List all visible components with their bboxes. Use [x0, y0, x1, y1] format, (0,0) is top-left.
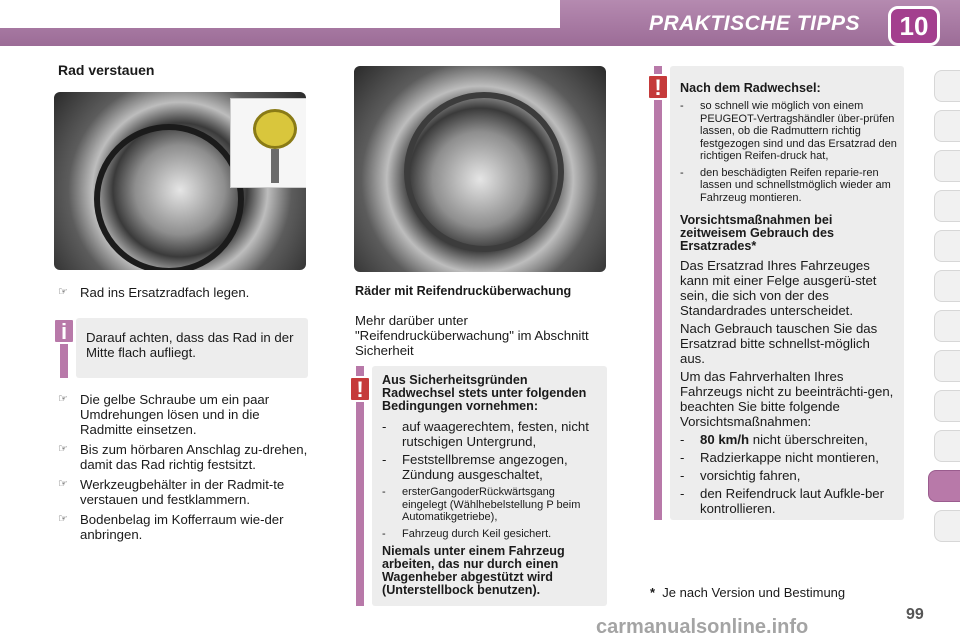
chapter-tab[interactable] — [934, 350, 960, 382]
yellow-screw-icon — [253, 109, 297, 149]
hand-pointer-icon: ☞ — [58, 513, 68, 525]
chapter-tab[interactable] — [934, 150, 960, 182]
list-item: - 80 km/h nicht überschreiten, — [680, 432, 868, 447]
warning-bar — [654, 66, 662, 520]
chapter-tab[interactable] — [934, 110, 960, 142]
chapter-tab[interactable] — [934, 430, 960, 462]
spare-wheel-photo — [54, 92, 306, 270]
list-item: ☞ Die gelbe Schraube um ein paar Umdrehungen lösen und in die Radmitte einsetzen. — [58, 392, 270, 437]
chapter-tab-active[interactable] — [928, 470, 960, 502]
list-item: - auf waagerechtem, festen, nicht rutschigen Untergrund, — [382, 419, 589, 449]
list-item: - Fahrzeug durch Keil gesichert. — [382, 527, 552, 540]
warning-box — [670, 66, 904, 520]
page-title: PRAKTISCHE TIPPS — [648, 12, 860, 35]
watermark: carmanualsonline.info — [596, 616, 809, 638]
tool-kit-photo — [354, 66, 606, 272]
hand-pointer-icon: ☞ — [58, 393, 68, 405]
list-item: ☞ Bodenbelag im Kofferraum wie-der anbringen. — [58, 512, 284, 542]
warning-footer: Niemals unter einem Fahrzeug arbeiten, das nur durch einen Wagenheber abgestützt wird (Unterstellbock benutzen). — [382, 544, 565, 597]
hand-pointer-icon: ☞ — [58, 443, 68, 455]
instruction-list — [58, 392, 308, 542]
list-item: - vorsichtig fahren, — [680, 468, 801, 483]
chapter-tab[interactable] — [934, 230, 960, 262]
warning-bar — [356, 366, 364, 606]
chapter-tab[interactable] — [934, 510, 960, 542]
warning-box — [372, 366, 607, 606]
footnote: * Je nach Version und Bestimung — [650, 585, 846, 600]
chapter-tab[interactable] — [934, 190, 960, 222]
list-item: ☞ Bis zum hörbaren Anschlag zu-drehen, damit das Rad richtig festsitzt. — [58, 442, 308, 472]
list-item: ☞ Werkzeugbehälter in der Radmit-te verstauen und festklammern. — [58, 477, 285, 507]
list-item: - so schnell wie möglich von einem PEUGEOT-Vertragshändler über-prüfen lassen, ob die Radmuttern richtig festgezogen sind und das Ersatzrad den richtigen Reifen-druck hat, — [680, 100, 897, 162]
list-item: - ersterGangoderRückwärtsgang eingelegt (Wählhebelstellung P beim Automatikgetriebe), — [382, 486, 581, 523]
after-change-title: Nach dem Radwechsel: — [680, 81, 821, 95]
tpms-text: Mehr darüber unter "Reifendrucküberwachung" im Abschnitt Sicherheit — [355, 313, 589, 358]
list-item: - den Reifendruck laut Aufkle-ber kontrollieren. — [680, 486, 884, 516]
chapter-tab[interactable] — [934, 390, 960, 422]
warning-title: Aus Sicherheitsgründen Radwechsel stets unter folgenden Bedingungen vornehmen: — [382, 373, 587, 413]
list-item: - Feststellbremse angezogen, Zündung ausgeschaltet, — [382, 452, 568, 482]
list-item: - den beschädigten Reifen reparie-ren lassen und schnellstmöglich wieder am Fahrzeug montieren. — [680, 166, 891, 204]
paragraph: Nach Gebrauch tauschen Sie das Ersatzrad bitte schnellst-möglich aus. — [680, 321, 878, 366]
hand-pointer-icon: ☞ — [58, 478, 68, 490]
chapter-tabs — [932, 70, 960, 570]
paragraph: Das Ersatzrad Ihres Fahrzeuges kann mit einer Felge ausgerü-stet sein, die sich von der des Standardrades unterscheidet. — [680, 258, 877, 318]
header-white-area — [0, 0, 560, 28]
paragraph: Um das Fahrverhalten Ihres Fahrzeugs nicht zu beeinträchti-gen, beachten Sie bitte folgende Vorsichtsmaßnahmen: — [680, 369, 894, 429]
chapter-tab[interactable] — [934, 70, 960, 102]
hand-pointer-icon: ☞ — [58, 286, 68, 298]
chapter-badge: 10 — [888, 6, 940, 46]
warning-icon: ! — [647, 74, 669, 100]
info-box — [76, 318, 308, 378]
chapter-tab[interactable] — [934, 310, 960, 342]
tpms-subtitle: Räder mit Reifendrucküberwachung — [355, 284, 572, 298]
list-item: ☞ Rad ins Ersatzradfach legen. — [58, 285, 250, 300]
page-number: 99 — [906, 606, 924, 623]
chapter-tab[interactable] — [934, 270, 960, 302]
yellow-screw-inset — [230, 98, 306, 188]
section-title: Rad verstauen — [58, 62, 155, 78]
warning-icon: ! — [349, 376, 371, 402]
caution-title: Vorsichtsmaßnahmen bei zeitweisem Gebrauch des Ersatzrades* — [680, 213, 834, 253]
info-text: Darauf achten, dass das Rad in der Mitte flach aufliegt. — [86, 330, 294, 360]
list-item: - Radzierkappe nicht montieren, — [680, 450, 879, 465]
info-icon: i — [53, 318, 75, 344]
